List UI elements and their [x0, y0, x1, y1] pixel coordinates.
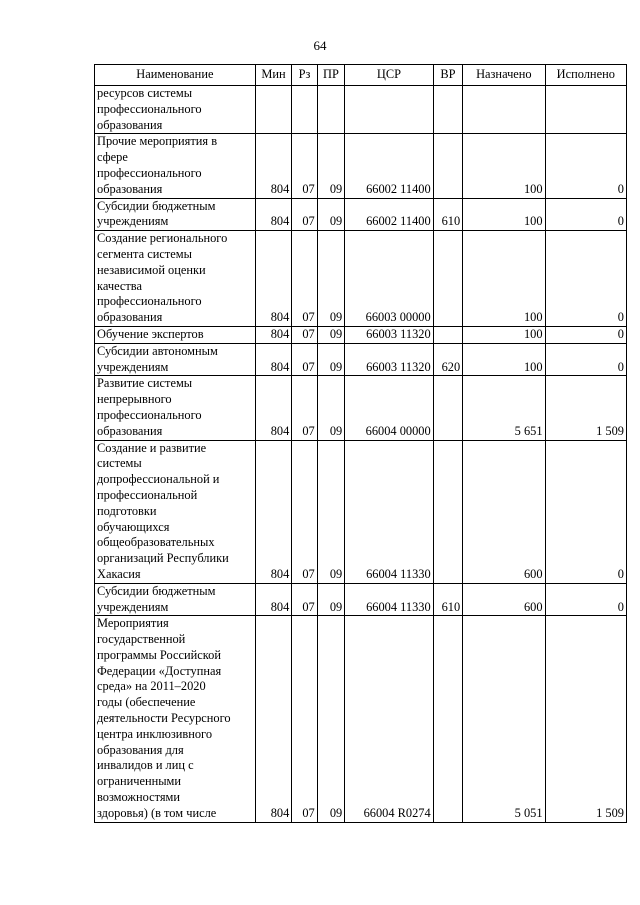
- header-rz: Рз: [292, 65, 317, 86]
- table-row: [95, 376, 627, 440]
- cell-name: Обучение экспертов: [95, 326, 256, 343]
- table-row: [95, 231, 627, 327]
- header-min: Мин: [255, 65, 292, 86]
- cell-vr: [433, 231, 462, 327]
- cell-csr: 66003 00000: [345, 231, 433, 327]
- cell-executed: 1 509: [545, 616, 626, 822]
- cell-min: 804: [255, 343, 292, 376]
- cell-vr: [433, 376, 462, 440]
- cell-assigned: 100: [463, 343, 545, 376]
- cell-name: Мероприятия государственной программы Российской Федерации «Доступная среда» на 2011–2020 годы (обеспечение деятельности Ресурсного центра инклюзивного образования для инвалидов и лиц с ограниченными возможностями здоровья) (в том числе: [95, 616, 256, 822]
- cell-min: 804: [255, 376, 292, 440]
- cell-assigned: 600: [463, 583, 545, 616]
- cell-csr: 66004 00000: [345, 376, 433, 440]
- table-row: [95, 616, 627, 822]
- header-vr: ВР: [433, 65, 462, 86]
- cell-csr: 66004 11330: [345, 583, 433, 616]
- cell-pr: 09: [317, 616, 344, 822]
- cell-assigned: 600: [463, 440, 545, 583]
- header-executed: Исполнено: [545, 65, 626, 86]
- cell-vr: [433, 326, 462, 343]
- table-row: [95, 343, 627, 376]
- cell-name: Субсидии бюджетным учреждениям: [95, 583, 256, 616]
- cell-vr: 610: [433, 198, 462, 231]
- cell-rz: 07: [292, 440, 317, 583]
- cell-csr: 66003 11320: [345, 326, 433, 343]
- table-row: [95, 198, 627, 231]
- cell-assigned: 5 651: [463, 376, 545, 440]
- cell-min: 804: [255, 231, 292, 327]
- table-row: [95, 326, 627, 343]
- cell-rz: 07: [292, 376, 317, 440]
- cell-assigned: 100: [463, 134, 545, 198]
- cell-vr: [433, 86, 462, 134]
- cell-rz: 07: [292, 343, 317, 376]
- cell-pr: 09: [317, 231, 344, 327]
- cell-assigned: 100: [463, 198, 545, 231]
- cell-executed: 0: [545, 231, 626, 327]
- cell-name: Создание и развитие системы допрофессиональной и профессиональной подготовки обучающихся общеобразовательных организаций Республики Хакасия: [95, 440, 256, 583]
- cell-executed: 0: [545, 134, 626, 198]
- cell-rz: 07: [292, 134, 317, 198]
- cell-csr: 66003 11320: [345, 343, 433, 376]
- cell-min: 804: [255, 198, 292, 231]
- cell-rz: 07: [292, 583, 317, 616]
- cell-min: 804: [255, 134, 292, 198]
- cell-rz: 07: [292, 326, 317, 343]
- cell-name: Субсидии автономным учреждениям: [95, 343, 256, 376]
- cell-csr: 66004 R0274: [345, 616, 433, 822]
- cell-assigned: 5 051: [463, 616, 545, 822]
- cell-csr: 66002 11400: [345, 134, 433, 198]
- cell-executed: 0: [545, 583, 626, 616]
- cell-pr: 09: [317, 134, 344, 198]
- table-header-row: [95, 65, 627, 86]
- cell-min: 804: [255, 326, 292, 343]
- page-number: 64: [313, 38, 327, 53]
- cell-pr: 09: [317, 376, 344, 440]
- cell-name: Развитие системы непрерывного профессионального образования: [95, 376, 256, 440]
- cell-pr: 09: [317, 198, 344, 231]
- cell-csr: 66002 11400: [345, 198, 433, 231]
- cell-rz: 07: [292, 198, 317, 231]
- cell-executed: 0: [545, 440, 626, 583]
- cell-executed: [545, 86, 626, 134]
- cell-vr: 620: [433, 343, 462, 376]
- cell-name: Субсидии бюджетным учреждениям: [95, 198, 256, 231]
- header-pr: ПР: [317, 65, 344, 86]
- table-row: [95, 134, 627, 198]
- cell-pr: [317, 86, 344, 134]
- cell-name: Создание регионального сегмента системы независимой оценки качества профессионального образования: [95, 231, 256, 327]
- cell-assigned: 100: [463, 231, 545, 327]
- cell-min: [255, 86, 292, 134]
- cell-rz: [292, 86, 317, 134]
- table-row: [95, 440, 627, 583]
- table-row: [95, 86, 627, 134]
- cell-name: Прочие мероприятия в сфере профессионального образования: [95, 134, 256, 198]
- cell-vr: [433, 440, 462, 583]
- header-csr: ЦСР: [345, 65, 433, 86]
- cell-csr: [345, 86, 433, 134]
- cell-pr: 09: [317, 343, 344, 376]
- cell-assigned: [463, 86, 545, 134]
- cell-rz: 07: [292, 616, 317, 822]
- cell-vr: [433, 134, 462, 198]
- header-name: Наименование: [95, 65, 256, 86]
- cell-executed: 0: [545, 343, 626, 376]
- cell-vr: 610: [433, 583, 462, 616]
- cell-name: ресурсов системы профессионального образования: [95, 86, 256, 134]
- cell-pr: 09: [317, 326, 344, 343]
- cell-min: 804: [255, 440, 292, 583]
- cell-pr: 09: [317, 583, 344, 616]
- budget-table: [94, 64, 627, 823]
- header-assigned: Назначено: [463, 65, 545, 86]
- cell-min: 804: [255, 616, 292, 822]
- cell-csr: 66004 11330: [345, 440, 433, 583]
- cell-rz: 07: [292, 231, 317, 327]
- cell-assigned: 100: [463, 326, 545, 343]
- cell-pr: 09: [317, 440, 344, 583]
- cell-executed: 0: [545, 326, 626, 343]
- cell-executed: 0: [545, 198, 626, 231]
- cell-vr: [433, 616, 462, 822]
- table-row: [95, 583, 627, 616]
- cell-executed: 1 509: [545, 376, 626, 440]
- cell-min: 804: [255, 583, 292, 616]
